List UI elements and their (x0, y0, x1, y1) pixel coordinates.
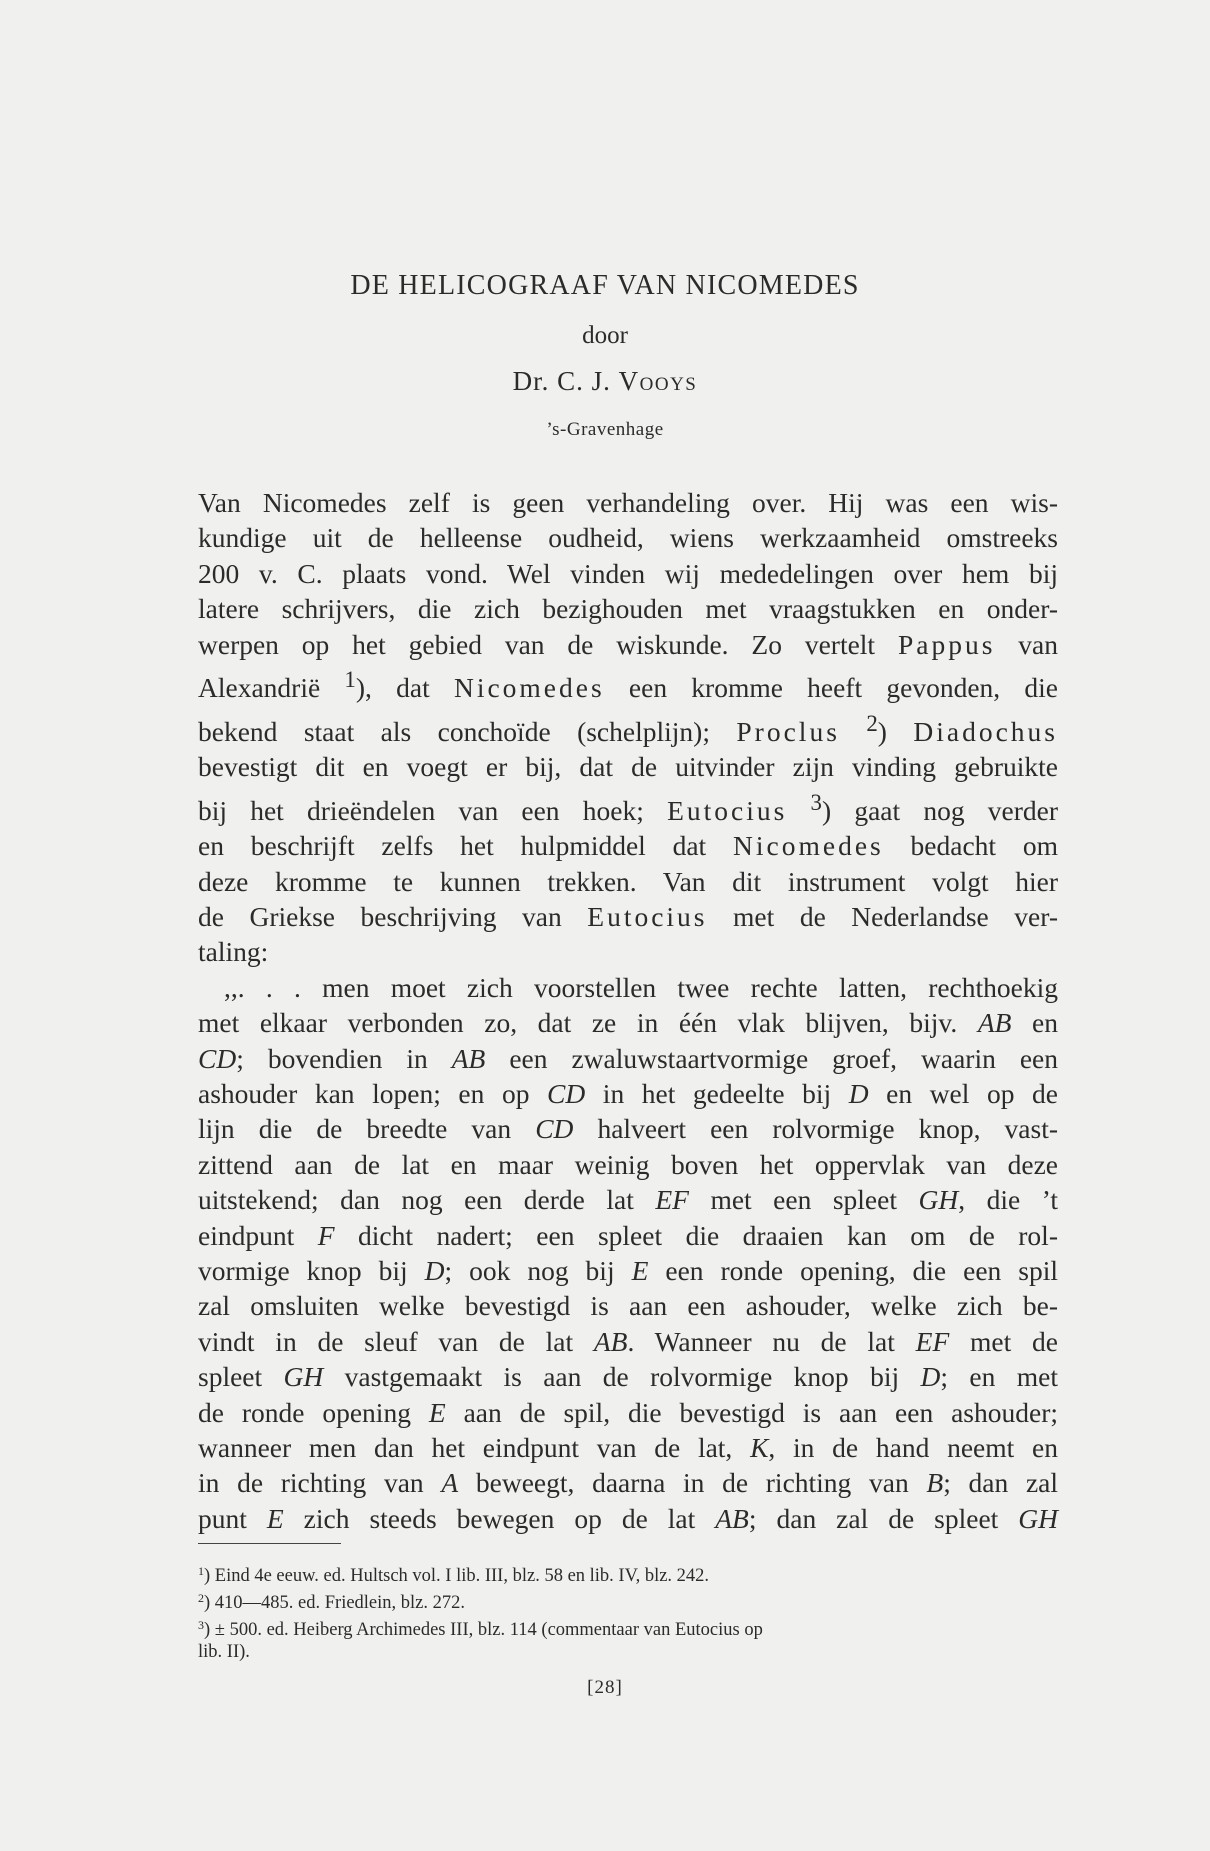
footnote-marker: 2 (198, 1591, 204, 1605)
author-name: Vooys (618, 366, 698, 396)
author-line (0, 366, 1210, 397)
body-line: Van Nicomedes zelf is geen verhandeling over. Hij was een wis- (198, 487, 1058, 518)
body-line: lijn die de breedte van CD halveert een rolvormige knop, vast- (198, 1113, 1058, 1145)
footnotes (198, 1560, 1060, 1663)
body-line: en beschrijft zelfs het hulpmiddel dat Nicomedes bedacht om (198, 830, 1058, 862)
body-line: deze kromme te kunnen trekken. Van dit instrument volgt hier (198, 865, 1058, 897)
body-line: vindt in de sleuf van de lat AB. Wanneer nu de lat EF met de (198, 1325, 1058, 1357)
body-line: kundige uit de helleense oudheid, wiens werkzaamheid omstreeks (198, 522, 1058, 554)
body-line: eindpunt F dicht nadert; een spleet die draaien kan om de rol- (198, 1219, 1058, 1251)
author-city: ’s-Gravenhage (546, 419, 664, 440)
body-line: 200 v. C. plaats vond. Wel vinden wij mededelingen over hem bij (198, 557, 1058, 589)
footnote-text: lib. II). (198, 1642, 250, 1662)
body-text (198, 485, 1058, 1536)
author-prefix: Dr. C. J. (512, 366, 619, 396)
body-line: bekend staat als conchoïde (schelplijn); Proclus $^2$) Diadochus (198, 710, 1058, 747)
footnote-marker: 3 (198, 1618, 204, 1632)
body-line: ,,. . . men moet zich voorstellen twee rechte latten, rechthoekig (224, 971, 1058, 1003)
body-line: Alexandrië $^1$), dat Nicomedes een kromme heeft gevonden, die (198, 667, 1058, 704)
footnote-rule (198, 1543, 341, 1544)
page-number: [28] (587, 1677, 623, 1698)
body-line: uitstekend; dan nog een derde lat EF met een spleet GH, die ’t (198, 1184, 1059, 1216)
body-line: latere schrijvers, die zich bezighouden met vraagstukken en onder- (198, 593, 1058, 625)
body-line: bevestigt dit en voegt er bij, dat de uitvinder zijn vinding gebruikte (198, 751, 1058, 783)
footnote (198, 1560, 1060, 1587)
body-line: punt E zich steeds bewegen op de lat AB; dan zal de spleet GH (198, 1502, 1059, 1534)
byline-door: door (582, 322, 628, 349)
body-line: ashouder kan lopen; en op CD in het gedeelte bij D en wel op de (198, 1077, 1058, 1109)
footnote-text: ) Eind 4e eeuw. ed. Hultsch vol. I lib. III, blz. 58 en lib. IV, blz. 242. (204, 1566, 710, 1586)
body-line: in de richting van A beweegt, daarna in de richting van B; dan zal (198, 1467, 1059, 1499)
footnote-text: ) 410—485. ed. Friedlein, blz. 272. (204, 1593, 466, 1613)
body-line: wanneer men dan het eindpunt van de lat, K, in de hand neemt en (198, 1432, 1058, 1464)
footnote (198, 1641, 1060, 1663)
footnote-text: ) ± 500. ed. Heiberg Archimedes III, blz. 114 (commentaar van Eutocius op (204, 1620, 763, 1640)
body-line: met elkaar verbonden zo, dat ze in één vlak blijven, bijv. AB en (198, 1007, 1058, 1039)
body-line: bij het drieëndelen van een hoek; Eutocius $^3$) gaat nog verder (198, 789, 1059, 826)
body-line: de Griekse beschrijving van Eutocius met de Nederlandse ver- (198, 900, 1058, 932)
article-title: DE HELICOGRAAF VAN NICOMEDES (350, 270, 860, 301)
body-line: CD; bovendien in AB een zwaluwstaartvormige groef, waarin een (198, 1042, 1058, 1074)
body-line: zittend aan de lat en maar weinig boven het oppervlak van deze (198, 1148, 1058, 1180)
body-line: vormige knop bij D; ook nog bij E een ronde opening, die een spil (198, 1255, 1058, 1286)
body-line: spleet GH vastgemaakt is aan de rolvormige knop bij D; en met (198, 1361, 1058, 1393)
footnote-marker: 1 (198, 1564, 204, 1578)
body-line: zal omsluiten welke bevestigd is aan een ashouder, welke zich be- (198, 1290, 1058, 1322)
footnote (198, 1614, 1060, 1641)
body-line: de ronde opening E aan de spil, die bevestigd is aan een ashouder; (198, 1396, 1059, 1428)
body-line: werpen op het gebied van de wiskunde. Zo vertelt Pappus van (198, 628, 1058, 660)
body-line: taling: (198, 936, 269, 968)
footnote (198, 1587, 1060, 1614)
